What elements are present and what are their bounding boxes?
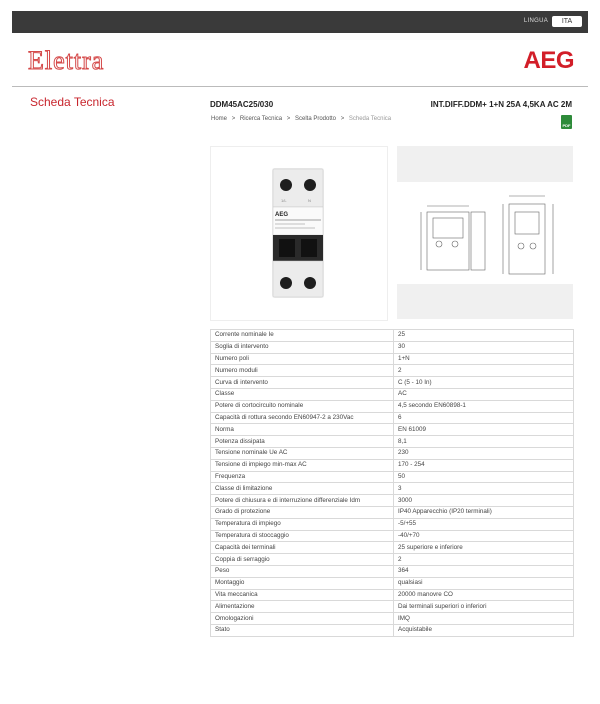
- spec-value: Acquistabile: [394, 624, 574, 636]
- spec-value: IMQ: [394, 613, 574, 625]
- spec-value: 4,5 secondo EN60898-1: [394, 400, 574, 412]
- spec-value: 8,1: [394, 436, 574, 448]
- spec-row: [211, 601, 574, 613]
- spec-value: 50: [394, 471, 574, 483]
- spec-label: Temperatura di impiego: [211, 518, 394, 530]
- spec-value: 25 superiore e inferiore: [394, 542, 574, 554]
- spec-row: [211, 506, 574, 518]
- spec-row: [211, 341, 574, 353]
- spec-row: [211, 554, 574, 566]
- spec-label: Numero moduli: [211, 365, 394, 377]
- spec-value: IP40 Apparecchio (IP20 terminali): [394, 506, 574, 518]
- spec-table: [210, 329, 574, 637]
- spec-row: [211, 436, 574, 448]
- elettra-logo[interactable]: Elettra: [28, 46, 105, 75]
- spec-row: [211, 353, 574, 365]
- spec-label: Stato: [211, 624, 394, 636]
- spec-value: C (5 - 10 In): [394, 377, 574, 389]
- spec-label: Potere di cortocircuito nominale: [211, 400, 394, 412]
- spec-row: [211, 589, 574, 601]
- spec-label: Soglia di intervento: [211, 341, 394, 353]
- terminal-label-right: N: [308, 198, 311, 203]
- spec-row: [211, 365, 574, 377]
- spec-row: [211, 613, 574, 625]
- spec-label: Peso: [211, 565, 394, 577]
- spec-value: -5/+55: [394, 518, 574, 530]
- section-title: Scheda Tecnica: [30, 95, 115, 109]
- spec-row: [211, 530, 574, 542]
- spec-row: [211, 471, 574, 483]
- spec-label: Potere di chiusura e di interruzione differenziale Idm: [211, 495, 394, 507]
- spec-value: 30: [394, 341, 574, 353]
- spec-row: [211, 518, 574, 530]
- breadcrumb-current: Scheda Tecnica: [348, 116, 392, 122]
- language-label: LINGUA: [523, 18, 548, 24]
- product-description: INT.DIFF.DDM+ 1+N 25A 4,5KA AC 2M: [430, 100, 572, 109]
- spec-value: 25: [394, 330, 574, 342]
- spec-row: [211, 400, 574, 412]
- spec-label: Frequenza: [211, 471, 394, 483]
- top-bar: [12, 11, 588, 33]
- breadcrumb-separator: >: [340, 116, 345, 122]
- spec-value: Dai terminali superiori o inferiori: [394, 601, 574, 613]
- spec-label: Classe: [211, 388, 394, 400]
- spec-row: [211, 447, 574, 459]
- spec-value: 20000 manovre CO: [394, 589, 574, 601]
- spec-value: 3: [394, 483, 574, 495]
- spec-label: Omologazioni: [211, 613, 394, 625]
- breadcrumb-ricerca[interactable]: Ricerca Tecnica: [239, 116, 283, 122]
- spec-value: 3000: [394, 495, 574, 507]
- breaker-brand: AEG: [275, 212, 289, 218]
- spec-value: qualsiasi: [394, 577, 574, 589]
- breadcrumb-separator: >: [231, 116, 236, 122]
- aeg-logo[interactable]: AEG: [523, 47, 574, 74]
- breadcrumb-scelta[interactable]: Scelta Prodotto: [294, 116, 337, 122]
- dimension-drawing: [397, 146, 573, 319]
- spec-label: Classe di limitazione: [211, 483, 394, 495]
- pdf-download-icon[interactable]: [561, 115, 572, 129]
- breadcrumb: [211, 116, 394, 122]
- spec-row: [211, 483, 574, 495]
- spec-label: Coppia di serraggio: [211, 554, 394, 566]
- breadcrumb-home[interactable]: Home: [211, 116, 228, 122]
- spec-label: Capacità di rottura secondo EN60947-2 a 230Vac: [211, 412, 394, 424]
- spec-value: -40/+70: [394, 530, 574, 542]
- spec-label: Vita meccanica: [211, 589, 394, 601]
- spec-value: 2: [394, 365, 574, 377]
- spec-row: [211, 565, 574, 577]
- breaker-illustration: [211, 147, 387, 320]
- spec-row: [211, 577, 574, 589]
- spec-value: 364: [394, 565, 574, 577]
- spec-row: [211, 388, 574, 400]
- product-code: DDM45AC25/030: [210, 100, 274, 109]
- pdf-label: PDF: [562, 123, 571, 128]
- spec-label: Norma: [211, 424, 394, 436]
- header-divider: [12, 86, 588, 87]
- spec-label: Alimentazione: [211, 601, 394, 613]
- technical-drawing-illustration: [397, 146, 573, 319]
- spec-value: 230: [394, 447, 574, 459]
- spec-row: [211, 542, 574, 554]
- spec-row: [211, 377, 574, 389]
- spec-label: Curva di intervento: [211, 377, 394, 389]
- spec-label: Capacità dei terminali: [211, 542, 394, 554]
- spec-row: [211, 624, 574, 636]
- terminal-label-left: 1/L: [281, 198, 287, 203]
- spec-value: AC: [394, 388, 574, 400]
- spec-label: Tensione di impiego min-max AC: [211, 459, 394, 471]
- spec-label: Tensione nominale Ue AC: [211, 447, 394, 459]
- spec-row: [211, 459, 574, 471]
- spec-row: [211, 412, 574, 424]
- spec-label: Numero poli: [211, 353, 394, 365]
- breadcrumb-separator: >: [286, 116, 291, 122]
- spec-row: [211, 495, 574, 507]
- spec-label: Potenza dissipata: [211, 436, 394, 448]
- spec-row: [211, 424, 574, 436]
- spec-value: 6: [394, 412, 574, 424]
- spec-label: Corrente nominale Ie: [211, 330, 394, 342]
- spec-value: 170 - 254: [394, 459, 574, 471]
- spec-label: Temperatura di stoccaggio: [211, 530, 394, 542]
- spec-value: 1+N: [394, 353, 574, 365]
- spec-value: EN 61009: [394, 424, 574, 436]
- language-select[interactable]: ITA: [552, 16, 582, 27]
- spec-value: 2: [394, 554, 574, 566]
- product-photo: [210, 146, 388, 321]
- spec-row: [211, 330, 574, 342]
- spec-label: Grado di protezione: [211, 506, 394, 518]
- spec-label: Montaggio: [211, 577, 394, 589]
